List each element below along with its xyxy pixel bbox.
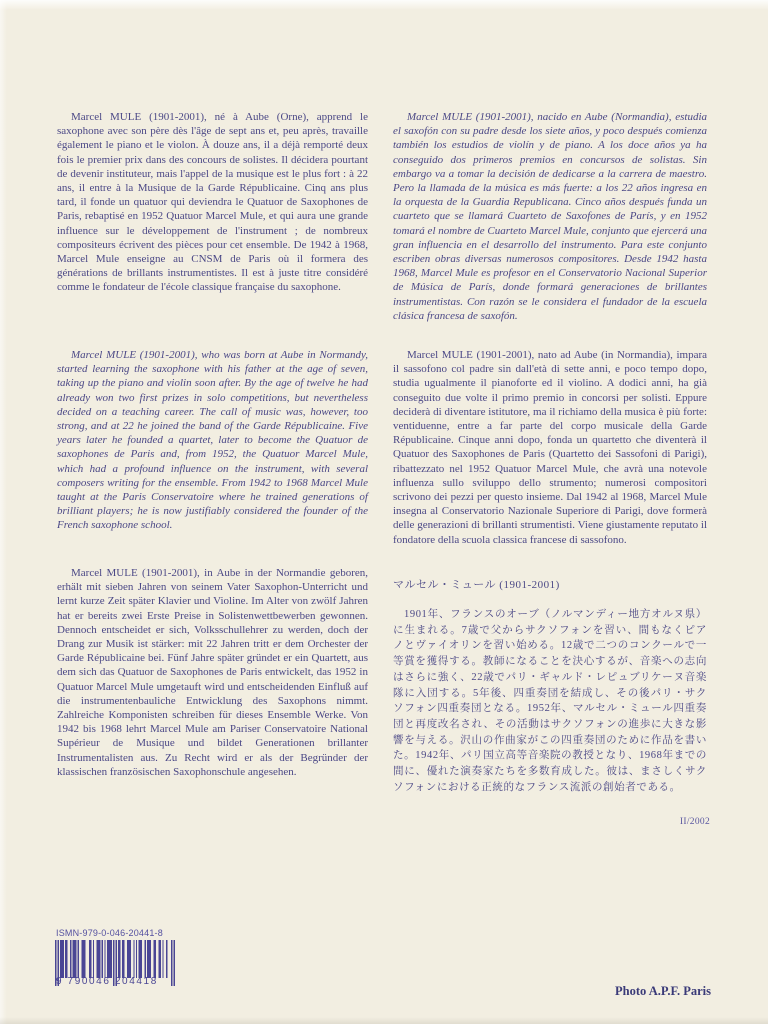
ismn-number: ISMN-979-0-046-20441-8	[56, 928, 163, 938]
bio-paragraph-italian: Marcel MULE (1901-2001), nato ad Aube (in Normandia), impara il sassofono col padre sin dall'età di sette anni, e poco tempo dopo, studia ugualmente il pianoforte ed il violino. A dodici anni, ha già conseguito due volte il primo premio in concorsi per solisti. Eppure deciderà di diventare istitutore, ma il richiamo della musica è più forte: ventiduenne, entre a far parte del corpo musicale della Garde Républicaine. Cinque anni dopo, fonda un quartetto che diventerà il Quatuor des Saxophones de Paris (Quartetto dei Sassofoni di Parigi), ribattezzato nel 1952 Quatuor Marcel Mule, che avrà una notevole influenza sullo sviluppo dello strumento; numerosi compositori scrivono dei pezzi per questo insieme. Dal 1942 al 1968, Marcel Mule insegna al Conservatorio Nazionale Superiore di Parigi, dove formerà delle generazioni di brillanti strumentisti. Viene giustamente reputato il fondatore della scuola classica francese di sassofono.	[393, 349, 707, 546]
scan-edge-top	[0, 0, 768, 10]
bio-heading-japanese: マルセル・ミュール (1901-2001)	[393, 579, 560, 591]
ismn-barcode-block	[55, 928, 175, 994]
bio-paragraph-german: Marcel MULE (1901-2001), in Aube in der Normandie geboren, erhält mit sieben Jahren von seinem Vater Saxophon-Unterricht und lernt kurze Zeit später Klavier und Violine. Im Alter von zwölf Jahren hat er bereits zwei Erste Preise in Solistenwettbewerben gewonnen. Dennoch entscheidet er sich, Volksschullehrer zu werden, doch der Drang zur Musik ist stärker: mit 22 Jahren tritt er dem Orchester der Garde Républicaine bei. Fünf Jahre später gründet er ein Quartett, aus dem sich das Quatuor de Saxophones de Paris entwickelt, das 1952 in Quatuor Marcel Mule umgetauft wird und entscheidenden Einfluß auf die instrumentenbauliche Entwicklung des Saxophons nimmt. Zahlreiche Komponisten schreiben für dieses Ensemble Werke. Von 1942 bis 1968 lehrt Marcel Mule am Pariser Conservatoire National Supérieur de Musique und bildet Generationen brillanter Instrumentalisten aus. Zu Recht wird er als der Begründer der klassischen französischen Saxophonschule angesehen.	[57, 567, 368, 778]
scan-edge-bottom	[0, 1017, 768, 1024]
bio-paragraph-japanese: 1901年、フランスのオーブ（ノルマンディー地方オルヌ県）に生まれる。7歳で父からサクソフォンを習い、間もなくピアノとヴァイオリンを習い始める。12歳で二つのコンクールで一等賞を獲得する。教師になることを決心するが、音楽への志向はさらに強く、22歳でパリ・ギャルド・レピュブリケーヌ音楽隊に入団する。5年後、四重奏団を結成し、その後パリ・サクソフォン四重奏団となる。1952年、マルセル・ミュール四重奏団と再度改名され、その活動はサクソフォンの進歩に大きな影響を与える。沢山の作曲家がこの四重奏団のために作品を書いた。1942年、パリ国立高等音楽院の教授となり、1968年までの間に、優れた演奏家たちを多数育成した。彼は、まさしくサクソフォンにおける正統的なフランス流派の創始者である。	[393, 609, 707, 793]
photo-credit: Photo A.P.F. Paris	[615, 984, 711, 998]
edition-code: II/2002	[679, 817, 710, 827]
bio-paragraph-french: Marcel MULE (1901-2001), né à Aube (Orne), apprend le saxophone avec son père dès l'âge de sept ans et, peu après, travaille également le piano et le violon. À douze ans, il a déjà remporté deux fois le premier prix dans des concours de solistes. Il décidera pourtant de devenir instituteur, mais l'appel de la musique est le plus fort : à 22 ans, il entre à la Musique de la Garde Républicaine. Cinq ans plus tard, il fonde un quatuor qui deviendra le Quatuor de Saxophones de Paris, rebaptisé en 1952 Quatuor Marcel Mule, et qui aura une grande influence sur le développement de l'instrument ; de nombreux compositeurs écrivent des pièces pour cet ensemble. De 1942 à 1968, Marcel Mule enseigne au CNSM de Paris où il formera des générations de brillants instrumentistes. Il est à juste titre considéré comme le fondateur de l'école classique française du saxophone.	[57, 111, 368, 294]
scan-edge-left	[0, 0, 7, 1024]
bio-paragraph-english: Marcel MULE (1901-2001), who was born at Aube in Normandy, started learning the saxophone with his father at the age of seven, taking up the piano and violin soon after. By the age of twelve he had already won two first prizes in solo competitions, but nevertheless decided on a teaching career. The call of music was, however, too strong, and at 22 he joined the band of the Garde Républicaine. Five years later he founded a quartet, later to become the Quatuor de saxophones de Paris and, from 1952, the Quatuor Marcel Mule, which had a profound influence on the instrument, with several composers writing for the ensemble. From 1942 to 1968 Marcel Mule taught at the Paris Conservatoire where he trained generations of brilliant players; he is now justifiably considered the founder of the French saxophone school.	[57, 349, 368, 532]
bio-paragraph-spanish: Marcel MULE (1901-2001), nacido en Aube (Normandia), estudia el saxofón con su padre desde los siete años, y poco después comienza también los estudios de violín y de piano. A los doce años ya ha conseguido dos primeros premios en concursos de solistas. Sin embargo va a tomar la decisión de dedicarse a la carrera de maestro. Pero la llamada de la música es más fuerte: a los 22 años ingresa en la orquesta de la Guardia Republicana. Cinco años después funda un cuarteto que se llamará Cuarteto de Saxofones de París, y en 1952 tomará el nombre de Cuarteto Marcel Mule, conjunto que ejercerá una gran influencia en el desarrollo del instrumento. Para este conjunto escriben obras diversas numerosos compositores. Desde 1942 hasta 1968, Marcel Mule es profesor en el Conservatorio Nacional Superior de Música de París, donde formará generaciones de brillantes instrumentistas. Con razón se le considera el fundador de la escuela clásica francesa de saxofón.	[393, 111, 707, 322]
ean-digits: 9 790046 204418	[56, 976, 158, 987]
